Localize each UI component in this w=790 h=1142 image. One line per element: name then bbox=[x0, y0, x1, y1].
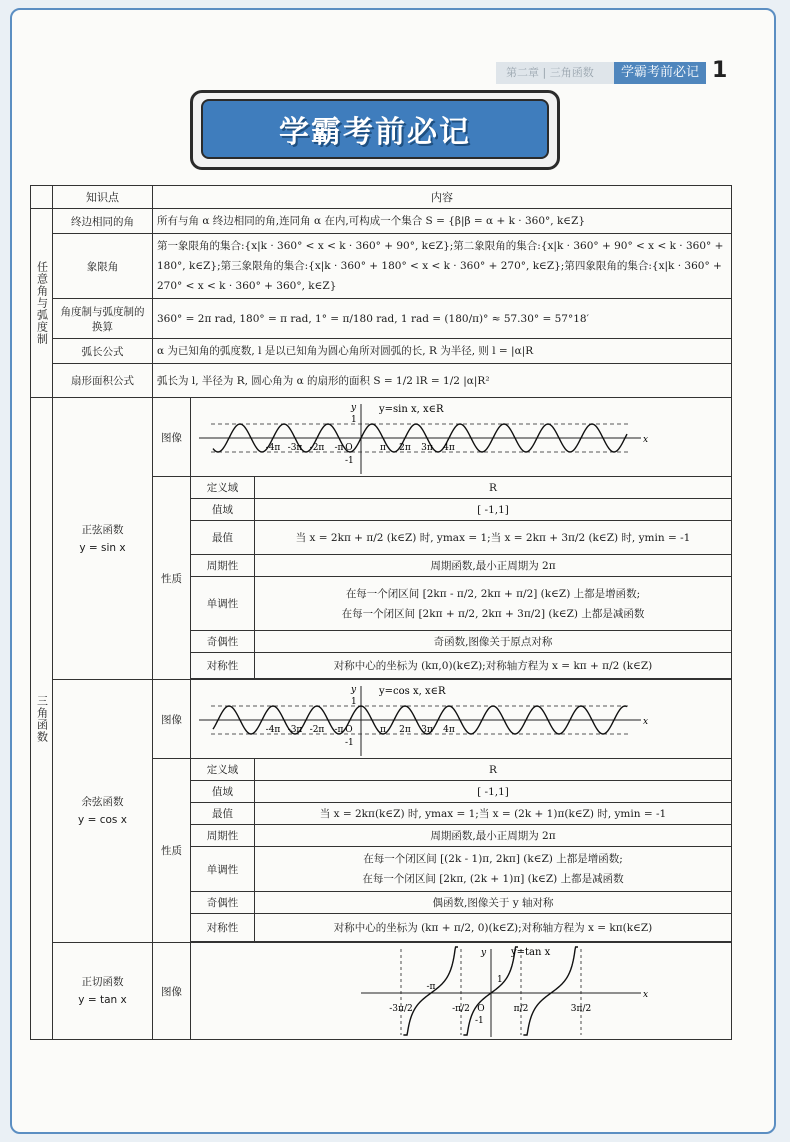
group-trig: 三角函数 bbox=[31, 398, 53, 1040]
header-knowledge: 知识点 bbox=[53, 186, 153, 209]
sin-graph-cell bbox=[191, 398, 732, 477]
sin-tick-label: π bbox=[380, 443, 386, 453]
arc-text: α 为已知角的弧度数, l 是以已知角为圆心角所对圆弧的长, R 为半径, 则 l = |α|R bbox=[153, 339, 732, 364]
conversion-label: 角度制与弧度制的换算 bbox=[53, 299, 153, 339]
sin-x-label: x bbox=[643, 435, 649, 445]
sin-name: 正弦函数 bbox=[81, 523, 124, 536]
sin-y-label: y bbox=[351, 403, 357, 413]
sin-graph bbox=[191, 398, 661, 476]
sin-formula: y = sin x bbox=[79, 541, 126, 554]
sin-tick-label: -2π bbox=[309, 443, 325, 453]
cos-prop-label: 性质 bbox=[153, 759, 191, 943]
cos-extreme-label: 最值 bbox=[191, 803, 255, 825]
tan-tick-label: 3π/2 bbox=[570, 1004, 592, 1014]
cos-period-label: 周期性 bbox=[191, 825, 255, 847]
cos-tick-label: π bbox=[380, 725, 386, 735]
cos-name: 余弦函数 bbox=[81, 796, 124, 808]
cos-tick-label: O bbox=[345, 725, 353, 735]
tan-y1-label: 1 bbox=[497, 975, 503, 985]
chapter-mark: 第二章 | 三角函数 bbox=[496, 62, 614, 84]
cos-name-cell bbox=[53, 680, 153, 943]
tan-graph-cell bbox=[191, 943, 732, 1040]
terminal-text: 所有与角 α 终边相同的角,连同角 α 在内,可构成一个集合 S = {β|β = α + k · 360°, k∈Z} bbox=[153, 209, 732, 234]
tan-curve bbox=[523, 947, 578, 1035]
terminal-label: 终边相同的角 bbox=[53, 209, 153, 234]
sin-period-label: 周期性 bbox=[191, 555, 255, 577]
sin-tick-label: -3π bbox=[287, 443, 303, 453]
cos-parity: 偶函数,图像关于 y 轴对称 bbox=[255, 892, 732, 914]
sin-tick-label: O bbox=[345, 443, 353, 453]
cos-domain-label: 定义域 bbox=[191, 759, 255, 781]
sin-extreme: 当 x = 2kπ + π/2 (k∈Z) 时, ymax = 1;当 x = 2kπ + 3π/2 (k∈Z) 时, ymin = -1 bbox=[255, 521, 732, 555]
cos-extreme: 当 x = 2kπ(k∈Z) 时, ymax = 1;当 x = (2k + 1)π(k∈Z) 时, ymin = -1 bbox=[255, 803, 732, 825]
cos-graph-label: 图像 bbox=[153, 680, 191, 759]
group-angle-radian: 任意角与弧度制 bbox=[31, 209, 53, 398]
page-number: 1 bbox=[712, 58, 728, 83]
cos-ym1-label: -1 bbox=[345, 738, 354, 748]
cos-tick-label: 4π bbox=[443, 725, 455, 735]
tan-x-label: x bbox=[643, 990, 649, 1000]
tan-graph-label: 图像 bbox=[153, 943, 191, 1040]
sin-range-label: 值域 bbox=[191, 499, 255, 521]
cos-tick-label: 3π bbox=[421, 725, 433, 735]
tan-tick-label: O bbox=[477, 1004, 485, 1014]
sin-title: y=sin x, x∈R bbox=[379, 404, 444, 415]
sin-extreme-label: 最值 bbox=[191, 521, 255, 555]
tan-tick-label: -π bbox=[426, 982, 436, 992]
sin-graph-label: 图像 bbox=[153, 398, 191, 477]
banner-title: 学霸考前必记 bbox=[279, 115, 471, 150]
cos-graph bbox=[191, 680, 661, 758]
sin-parity-label: 奇偶性 bbox=[191, 631, 255, 653]
tan-tick-label: -3π/2 bbox=[389, 1004, 413, 1014]
cos-x-label: x bbox=[643, 717, 649, 727]
textbook-page bbox=[10, 8, 776, 1134]
tan-tick-label: π/2 bbox=[513, 1004, 529, 1014]
sin-period: 周期函数,最小正周期为 2π bbox=[255, 555, 732, 577]
arc-label: 弧长公式 bbox=[53, 339, 153, 364]
cos-tick-label: 2π bbox=[399, 725, 411, 735]
sin-y1-label: 1 bbox=[351, 415, 357, 425]
sin-mono-cell bbox=[255, 577, 732, 631]
sin-domain: R bbox=[255, 477, 732, 499]
cos-sym-label: 对称性 bbox=[191, 914, 255, 942]
cos-domain: R bbox=[255, 759, 732, 781]
sector-text: 弧长为 l, 半径为 R, 圆心角为 α 的扇形的面积 S = 1/2 lR = 1/2 |α|R² bbox=[153, 364, 732, 398]
cos-graph-cell bbox=[191, 680, 732, 759]
summary-table bbox=[30, 185, 732, 1040]
sin-mono-dec: 在每一个闭区间 [2kπ + π/2, 2kπ + 3π/2] (k∈Z) 上都是减函数 bbox=[341, 607, 645, 620]
sin-tick-label: 2π bbox=[399, 443, 411, 453]
sin-sym-label: 对称性 bbox=[191, 653, 255, 679]
sin-tick-label: -π bbox=[334, 443, 344, 453]
tan-formula: y = tan x bbox=[78, 994, 127, 1006]
cos-tick-label: -3π bbox=[287, 725, 303, 735]
tan-name-cell bbox=[53, 943, 153, 1040]
tan-y-label: y bbox=[481, 948, 487, 958]
cos-y-label: y bbox=[351, 685, 357, 695]
tan-ym1-label: -1 bbox=[475, 1016, 484, 1026]
sin-sym: 对称中心的坐标为 (kπ,0)(k∈Z);对称轴方程为 x = kπ + π/2 (k∈Z) bbox=[255, 653, 732, 679]
tan-name: 正切函数 bbox=[81, 976, 124, 988]
header-content: 内容 bbox=[153, 186, 732, 209]
sin-tick-label: -4π bbox=[265, 443, 281, 453]
sin-mono-label: 单调性 bbox=[191, 577, 255, 631]
sin-mono-inc: 在每一个闭区间 [2kπ - π/2, 2kπ + π/2] (k∈Z) 上都是增函数; bbox=[345, 587, 641, 600]
conversion-text: 360° = 2π rad, 180° = π rad, 1° = π/180 rad, 1 rad = (180/π)° ≈ 57.30° = 57°18′ bbox=[153, 299, 732, 339]
cos-mono-cell bbox=[255, 847, 732, 892]
tan-graph bbox=[191, 943, 661, 1039]
sin-name-cell bbox=[53, 398, 153, 680]
cos-mono-inc: 在每一个闭区间 [(2k - 1)π, 2kπ] (k∈Z) 上都是增函数; bbox=[363, 853, 623, 865]
sin-prop-label: 性质 bbox=[153, 477, 191, 680]
cos-tick-label: -π bbox=[334, 725, 344, 735]
cos-y1-label: 1 bbox=[351, 697, 357, 707]
cos-sym: 对称中心的坐标为 (kπ + π/2, 0)(k∈Z);对称轴方程为 x = kπ(k∈Z) bbox=[255, 914, 732, 942]
tan-title: y=tan x bbox=[511, 947, 551, 958]
title-banner bbox=[190, 90, 560, 170]
cos-mono-label: 单调性 bbox=[191, 847, 255, 892]
cos-range: [ -1,1] bbox=[255, 781, 732, 803]
cos-tick-label: -4π bbox=[265, 725, 281, 735]
sin-domain-label: 定义域 bbox=[191, 477, 255, 499]
cos-parity-label: 奇偶性 bbox=[191, 892, 255, 914]
cos-range-label: 值域 bbox=[191, 781, 255, 803]
sin-ym1-label: -1 bbox=[345, 456, 354, 466]
sector-label: 扇形面积公式 bbox=[53, 364, 153, 398]
tan-tick-label: -π/2 bbox=[452, 1004, 470, 1014]
cos-formula: y = cos x bbox=[78, 814, 127, 826]
quadrant-label: 象限角 bbox=[53, 234, 153, 299]
sin-tick-label: 4π bbox=[443, 443, 455, 453]
sin-tick-label: 3π bbox=[421, 443, 433, 453]
sin-parity: 奇函数,图像关于原点对称 bbox=[255, 631, 732, 653]
cos-tick-label: -2π bbox=[309, 725, 325, 735]
cos-title: y=cos x, x∈R bbox=[379, 686, 446, 697]
quadrant-text: 第一象限角的集合:{x|k · 360° < x < k · 360° + 90°, k∈Z};第二象限角的集合:{x|k · 360° + 90° < x < k · 360° + 180°, k∈Z};第三象限角的集合:{x|k · 360° + 180° < x < k · 360° + 270°, k∈Z};第四象限角的集合:{x|k · 360° + 270° < x < k · 360° + 360°, k∈Z} bbox=[153, 234, 732, 299]
sin-range: [ -1,1] bbox=[255, 499, 732, 521]
section-tag: 学霸考前必记 bbox=[614, 62, 706, 84]
cos-mono-dec: 在每一个闭区间 [2kπ, (2k + 1)π] (k∈Z) 上都是减函数 bbox=[362, 873, 624, 885]
cos-period: 周期函数,最小正周期为 2π bbox=[255, 825, 732, 847]
